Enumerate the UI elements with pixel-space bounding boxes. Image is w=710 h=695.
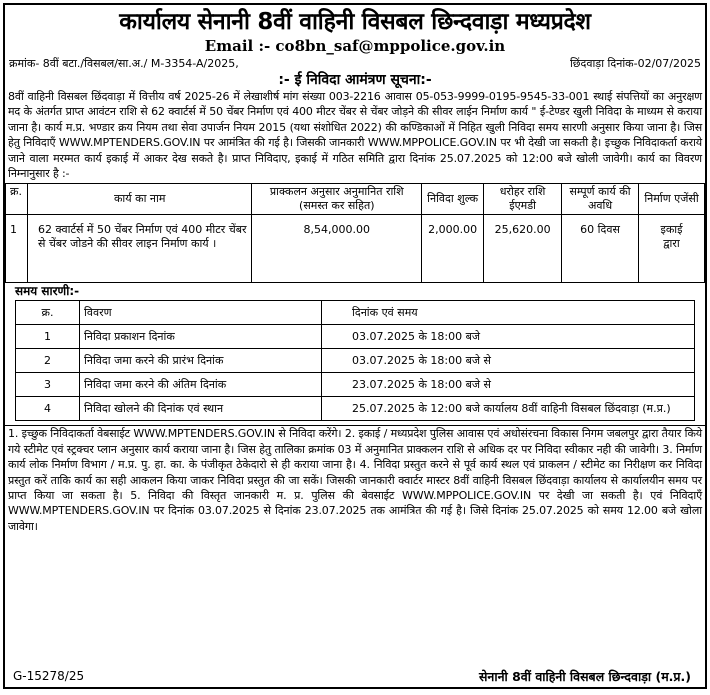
row-work-name: 62 क्वार्टर्स में 50 चेंबर निर्माण एवं 400 मीटर चेंबर से चेंबर जोडने की सीवर लाइन निर्माण कार्य ।: [27, 215, 251, 283]
schedule-sno: 2: [16, 349, 80, 373]
table-header-row: [6, 184, 705, 215]
schedule-sno: 4: [16, 397, 80, 421]
schedule-header-datetime: दिनांक एवं समय: [322, 301, 695, 325]
reference-number: क्रमांक- 8वीं बटा./विसबल/सा.अ./ M-3354-A/2025,: [9, 57, 239, 70]
header-agency: निर्माण एजेंसी: [639, 184, 705, 215]
table-row: [6, 215, 705, 283]
schedule-datetime: 03.07.2025 के 18:00 बजे: [322, 325, 695, 349]
signature-line: सेनानी 8वीं वाहिनी विसबल छिन्दवाड़ा (म.प्र.): [478, 668, 691, 684]
row-emd: 25,620.00: [484, 215, 562, 283]
row-amount: 8,54,000.00: [252, 215, 422, 283]
table-row: [16, 397, 695, 421]
notes-paragraph: 1. इच्छुक निविदाकर्ता वेबसाईट WWW.MPTENDERS.GOV.IN से निविदा करेंगे। 2. इकाई / मध्यप्रदेश पुलिस आवास एवं अधोसंरचना विकास निगम जबलपुर द्वारा तैयार किये गये स्टीमेट एवं स्ट्रक्चर प्लान अनुसार कार्य कराया जाना है। जिस हेतु तालिका क्रमांक 03 में अनुमानित प्राक्कलन राशि से अधिक दर पर निविदा स्वीकार नही की जावेगी। 3. निर्माण कार्य लोक निर्माण विभाग / म.प्र. पु. हा. का. के पंजीकृत ठेकेदारो से ही कराया जाना है। 4. निविदा प्रस्तुत करने से पूर्व कार्य स्थल एवं प्राकलन / स्टीमेट का निरीक्षण कर निविदा प्रस्तुत करें ताकि कार्य का सही आकलन किया जाकर निविदा प्रस्तुत की जा सकें। जिसकी जानकारी क्वार्टर मास्टर 8वीं वाहिनी विसबल छिंदवाड़ा कार्यालय से कार्यालयीन समय पर प्राप्त किया जा सकता है। 5. निविदा की विस्तृत जानकारी म. प्र. पुलिस की बेवसाईट WWW.MPPOLICE.GOV.IN पर देखी जा सकती है। एवं निविदाएँ WWW.MPTENDERS.GOV.IN पर दिनांक 03.07.2025 से दिनांक 23.07.2025 तक आमंत्रित की गई है। जिसे दिनांक 25.07.2025 को समय 12.00 बजे खोला जावेगा।: [5, 425, 705, 534]
header-estimate: प्राक्कलन अनुसार अनुमानित राशि (समस्त कर सहित): [252, 184, 422, 215]
schedule-desc: निविदा खोलने की दिनांक एवं स्थान: [80, 397, 322, 421]
schedule-desc: निविदा जमा करने की प्रारंभ दिनांक: [80, 349, 322, 373]
schedule-datetime: 03.07.2025 के 18:00 बजे से: [322, 349, 695, 373]
schedule-header-row: [16, 301, 695, 325]
schedule-title: समय सारणी:-: [15, 284, 80, 299]
intro-paragraph: 8वीं वाहिनी विसबल छिंदवाड़ा में वित्तीय वर्ष 2025-26 में लेखाशीर्ष मांग संख्या 003-2216 आवास 05-053-9999-0195-9545-33-001 स्थाई संपत्तियों का अनुरक्षण मद के अंतर्गत प्राप्त आवंटन राशि से 62 क्वार्टर्स में 50 चेंबर निर्माण एवं 400 मीटर चेंबर से चेंबर जोड़ने की सीवर लाईन निर्माण कार्य " ई-टेण्डर खुली निविदा के माध्यम से कराया जाना है। कार्य म.प्र. भण्डार क्रय नियम तथा सेवा उपार्जन नियम 2015 (यथा संशोधित 2022) की कण्डिकाओं में निहित खुली निविदा समय सारणी अनुसार किया जाना है। जिस हेतु निविदाएँ WWW.MPTENDERS.GOV.IN पर आमंत्रित की गई है। जिसकी जानकारी WWW.MPPOLICE.GOV.IN पर भी देखी जा सकती है। इच्छुक निविदाकर्ता कराये जाने वाला मरम्मत कार्य इकाई में आकर देख सकते है। प्राप्त निविदाए, इकाई में गठित समिति द्वारा दिनांक 25.07.2025 को 12:00 बजे खोली जावेगी। कार्य का विवरण निम्नानुसार है :-: [8, 90, 702, 181]
row-agency: इकाई द्वारा: [639, 215, 705, 283]
header-fee: निविदा शुल्क: [422, 184, 484, 215]
schedule-desc: निविदा जमा करने की अंतिम दिनांक: [80, 373, 322, 397]
publication-code: G-15278/25: [13, 669, 85, 683]
schedule-header-sno: क्र.: [16, 301, 80, 325]
row-sno: 1: [6, 215, 28, 283]
tender-notice-page: [3, 3, 707, 689]
office-email: Email :- co8bn_saf@mppolice.gov.in: [204, 37, 506, 55]
header-emd: धरोहर राशि ईएमडी: [484, 184, 562, 215]
header-work-name: कार्य का नाम: [27, 184, 251, 215]
schedule-table: [15, 300, 695, 421]
header-sno: क्र.: [6, 184, 28, 215]
reference-row: [5, 56, 705, 71]
schedule-datetime: 23.07.2025 के 18:00 बजे से: [322, 373, 695, 397]
footer: [5, 665, 705, 687]
row-duration: 60 दिवस: [562, 215, 639, 283]
header-duration: सम्पूर्ण कार्य की अवधि: [562, 184, 639, 215]
place-date: छिंदवाड़ा दिनांक-02/07/2025: [569, 57, 701, 70]
schedule-desc: निविदा प्रकाशन दिनांक: [80, 325, 322, 349]
schedule-header-desc: विवरण: [80, 301, 322, 325]
table-row: [16, 325, 695, 349]
schedule-datetime: 25.07.2025 के 12:00 बजे कार्यालय 8वीं वाहिनी विसबल छिंदवाड़ा (म.प्र.): [322, 397, 695, 421]
schedule-sno: 1: [16, 325, 80, 349]
schedule-sno: 3: [16, 373, 80, 397]
table-row: [16, 349, 695, 373]
notice-title: :- ई निविदा आमंत्रण सूचना:-: [278, 72, 432, 88]
work-details-table: [5, 183, 705, 283]
row-fee: 2,000.00: [422, 215, 484, 283]
office-title: कार्यालय सेनानी 8वीं वाहिनी विसबल छिन्दवाड़ा मध्यप्रदेश: [119, 9, 591, 35]
table-row: [16, 373, 695, 397]
